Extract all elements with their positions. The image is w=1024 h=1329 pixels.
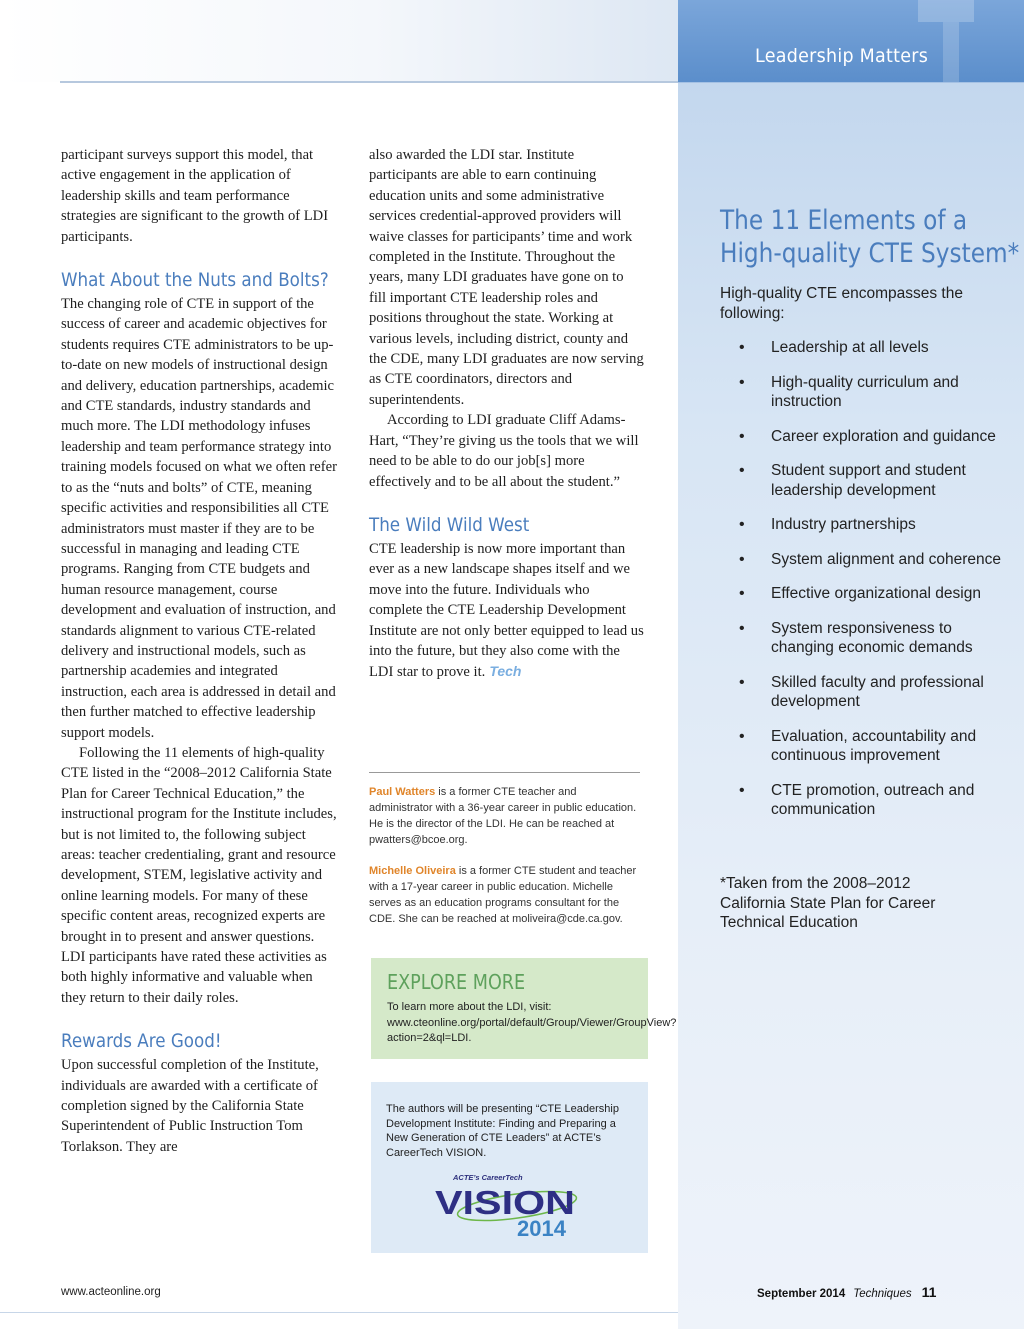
- article-column-2: [369, 145, 644, 683]
- paragraph: The changing role of CTE in support of the success of career and academic objectives for students requires CTE administrators to be up-to-date on new models of instructional design and delivery, education partnerships, academic and CTE standards, industry standards and much more. The LDI methodology infuses leadership and team performance strategy into training models focused on what we often refer to as the “nuts and bolts” of CTE, meaning specific activities and responsibilities all CTE administrators must master if they are to be successful in managing and leading CTE programs. Ranging from CTE budgets and human resource management, course development and evaluation of instruction, and standards alignment to various CTE-related delivery and instructional models, such as partnership academies and integrated instruction, each area is addressed in detail and then further matched to effective leadership support models.: [61, 296, 337, 741]
- explore-more-title: EXPLORE MORE: [387, 970, 526, 994]
- paragraph: participant surveys support this model, that active engagement in the application of leadership skills and team performance strategies are significant to the growth of LDI participants.: [61, 147, 329, 245]
- vision-2014-logo: [431, 1170, 587, 1242]
- paragraph: Upon successful completion of the Institute, individuals are awarded with a certificate of completion signed by the California State Superintendent of Public Instruction Tom Torlakson. They are: [61, 1057, 319, 1155]
- list-item: • Effective organizational design: [739, 584, 1009, 604]
- sidebar-title: [720, 204, 1020, 270]
- explore-more-box: [371, 958, 677, 1059]
- list-item: • High-quality curriculum and instruction: [739, 373, 1009, 412]
- footer-folio: [757, 1284, 936, 1300]
- list-item: • Evaluation, accountability and continuous improvement: [739, 727, 1009, 766]
- vision-logo-small-text: ACTE’s CareerTech: [453, 1173, 523, 1182]
- vision-logo-year: 2014: [517, 1216, 566, 1241]
- list-item: • System responsiveness to changing economic demands: [739, 619, 1009, 658]
- list-item: • CTE promotion, outreach and communication: [739, 781, 1009, 820]
- vision-promo-box: [371, 1082, 648, 1253]
- author-bio-text: is a former CTE student and teacher with a 17-year career in public education. Michelle serves as an education programs consultant for the CDE. She can be reached at moliveira@cde.ca.gov.: [369, 865, 637, 925]
- bio-divider: [369, 772, 640, 773]
- sidebar-title-line: The 11 Elements of a: [720, 205, 968, 236]
- issue-date: September 2014: [757, 1288, 846, 1300]
- list-item: • System alignment and coherence: [739, 550, 1009, 570]
- sidebar-intro: High-quality CTE encompasses the following:: [720, 285, 963, 322]
- list-item: • Leadership at all levels: [739, 338, 1009, 358]
- vision-logo-main-text: VISION: [435, 1184, 575, 1221]
- top-band: [0, 0, 678, 82]
- list-item: • Student support and student leadership development: [739, 461, 1009, 500]
- subheading-wild-west: The Wild Wild West: [369, 513, 530, 536]
- sidebar-footnote: *Taken from the 2008–2012 California State Plan for Career Technical Education: [720, 875, 936, 931]
- header-decoration: [918, 0, 974, 22]
- explore-lead: To learn more about the LDI, visit:: [387, 1001, 552, 1013]
- author-bio: [369, 784, 641, 848]
- subheading-nuts-and-bolts: What About the Nuts and Bolts?: [61, 269, 329, 292]
- author-name: Paul Watters: [369, 786, 436, 798]
- explore-url-link[interactable]: www.cteonline.org/portal/default/Group/Viewer/GroupView?action=2&ql=LDI.: [387, 1016, 677, 1044]
- explore-more-text: [387, 1000, 677, 1047]
- magazine-name: Techniques: [853, 1288, 912, 1300]
- author-bio: [369, 863, 641, 927]
- header-rule: [60, 81, 678, 83]
- article-column-1: [61, 145, 341, 1157]
- paragraph: also awarded the LDI star. Institute participants are able to earn continuing education units and some administrative services credential-approved providers will waive classes for participants’ time and work completed in the Institute. Throughout the years, many LDI graduates have gone on to fill important CTE leadership roles and positions throughout the state. Working at various levels, including district, county and the CDE, many LDI graduates are now serving as CTE coordinators, directors and superintendents.: [369, 147, 644, 408]
- elements-list: [739, 338, 1009, 835]
- page-number: 11: [921, 1284, 937, 1300]
- author-name: Michelle Oliveira: [369, 865, 456, 877]
- closing-text: CTE leadership is now more important than ever as a new landscape shapes itself and we move into the future. Individuals who complete the CTE Leadership Development Institute are not only better equipped to lead us into the future, but they also come with the LDI star to prove it.: [369, 540, 644, 681]
- subheading-rewards: Rewards Are Good!: [61, 1030, 222, 1053]
- vision-promo-text: The authors will be presenting “CTE Leadership Development Institute: Finding and Preparing a New Generation of CTE Leaders” at ACTE’s CareerTech VISION.: [386, 1103, 619, 1159]
- tech-end-mark: Tech: [489, 663, 522, 680]
- footer-website-link[interactable]: www.acteonline.org: [61, 1286, 161, 1298]
- list-item: • Industry partnerships: [739, 515, 1009, 535]
- paragraph-closing: [369, 539, 644, 683]
- paragraph: Following the 11 elements of high-quality CTE listed in the “2008–2012 California State Plan for Career Technical Education,” the instructional program for the Institute includes, but is not limited to, the following subject areas: teacher credentialing, grant and resource development, STEM, legislative activity and online learning models. For many of these specific content areas, recognized experts are brought in to present and answer questions. LDI participants have rated these activities as both highly informative and valuable when they return to their daily roles.: [61, 744, 337, 1006]
- paragraph: According to LDI graduate Cliff Adams-Hart, “They’re giving us the tools that we will need to be able to do our job[s] more effectively and to be all about the student.”: [369, 412, 639, 490]
- list-item: • Career exploration and guidance: [739, 427, 1009, 447]
- header-decoration-stem: [943, 22, 959, 82]
- section-label: Leadership Matters: [755, 45, 929, 67]
- sidebar-title-line: High-quality CTE System*: [720, 238, 1020, 269]
- list-item: • Skilled faculty and professional development: [739, 673, 1009, 712]
- author-bio-text: is a former CTE teacher and administrator with a 36-year career in public education. He is the director of the LDI. He can be reached at pwatters@bcoe.org.: [369, 786, 637, 846]
- footer-rule: [0, 1312, 678, 1313]
